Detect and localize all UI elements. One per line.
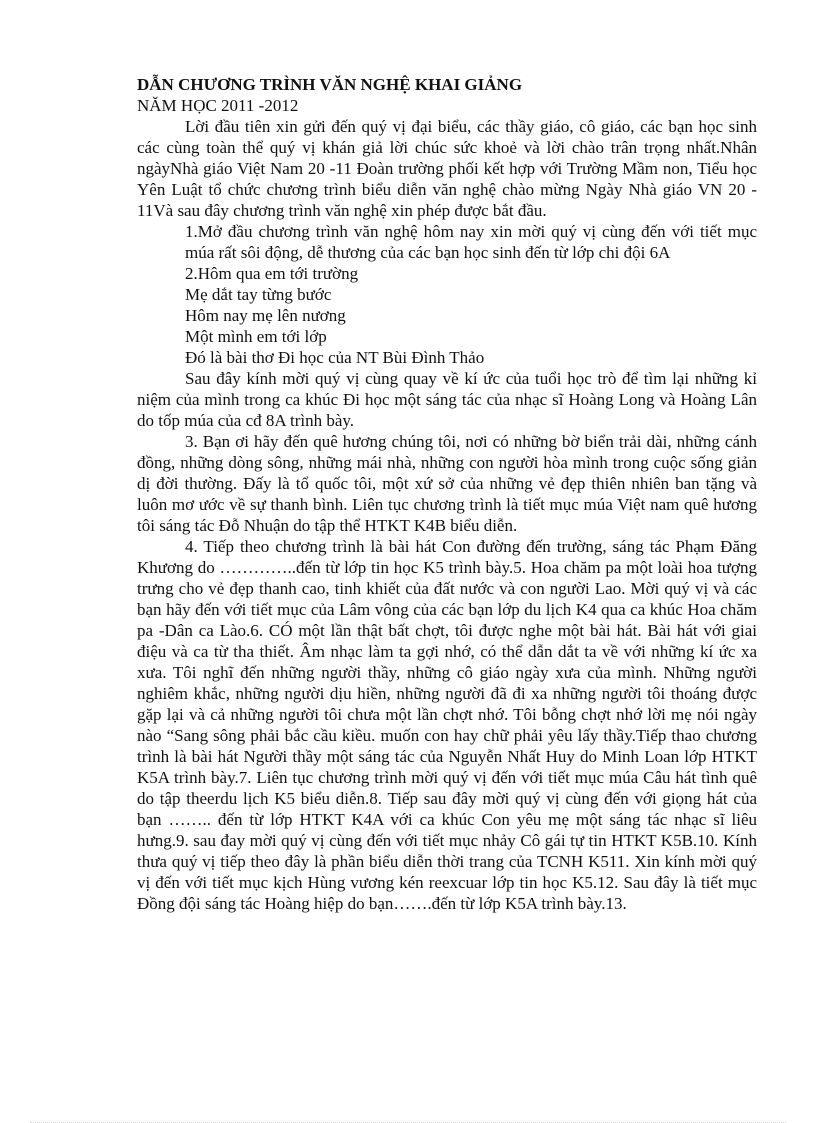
intro-paragraph: Lời đầu tiên xin gửi đến quý vị đại biểu, các thầy giáo, cô giáo, các bạn học sinh các cùng toàn thể quý vị khán giả lời chúc sức khoẻ và lời chào trân trọng nhất.Nhân ngàyNhà giáo Việt Nam 20 -11 Đoàn trường phối kết hợp với Trường Mầm non, Tiểu học Yên Luật tổ chức chương trình biểu diễn văn nghệ chào mừng Ngày Nhà giáo VN 20 - 11Và sau đây chương trình văn nghệ xin phép được bắt đầu. [137, 117, 757, 220]
poem-line: 2.Hôm qua em tới trường [185, 264, 359, 283]
document-title: DẪN CHƯƠNG TRÌNH VĂN NGHỆ KHAI GIẢNG [137, 75, 523, 94]
program-item-1: 1.Mở đầu chương trình văn nghệ hôm nay xin mời quý vị cùng đến với tiết mục múa rất sôi động, dễ thương của các bạn học sinh đến từ lớp chi đội 6A [185, 222, 757, 262]
document-body [137, 74, 757, 914]
program-paragraph-4: 4. Tiếp theo chương trình là bài hát Con đường đến trường, sáng tác Phạm Đăng Khương do …………..đến từ lớp tin học K5 trình bày.5. Hoa chăm pa một loài hoa tượng trưng cho vẻ đẹp thanh cao, tinh khiết của đất nước và con người Lao. Mời quý vị và các bạn hãy đến với tiết mục của Lâm vông của các bạn lớp du lịch K4 qua ca khúc Hoa chăm pa -Dân ca Lào.6. CÓ một lần thật bất chợt, tôi được nghe một bài hát. Bài hát với giai điệu và ca từ tha thiết. Âm nhạc làm ta gợi nhớ, có thể dẫn dắt ta về với những kí ức xa xưa. Tôi nghĩ đến những người thầy, những cô giáo ngày xưa của mình. Những người nghiêm khắc, những người dịu hiền, những người đã đi xa những người tôi thoáng được gặp lại và cả những người tôi chưa một lần chợt nhớ. Tôi bỗng chợt nhớ lời mẹ nói ngày nào “Sang sông phải bắc cầu kiều. muốn con hay chữ phải yêu lấy thầy.Tiếp thao chương trình là bài hát Người thầy một sáng tác của Nguyễn Nhất Huy do Minh Loan lớp HTKT K5A trình bày.7. Liên tục chương trình mời quý vị đến với tiết mục múa Câu hát tình quê do tập theerdu lịch K5 biểu diễn.8. Tiếp sau đây mời quý vị cùng đến với giọng hát của bạn …….. đến từ lớp HTKT K4A với ca khúc Con yêu mẹ một sáng tác nhạc sĩ liêu hưng.9. sau đay mời quý vị cùng đến với tiết mục nhảy Cô gái tự tin HTKT K5B.10. Kính thưa quý vị tiếp theo đây là phần biểu diễn thời trang của TCNH K511. Xin kính mời quý vị đến với tiết mục kịch Hùng vương kén reexcuar lớp tin học K5.12. Sau đây là tiết mục Đồng đội sáng tác Hoàng hiệp do bạn…….đến từ lớp K5A trình bày.13. [137, 537, 757, 913]
program-paragraph-2: Sau đây kính mời quý vị cùng quay về kí ức của tuổi học trò để tìm lại những kỉ niệm của mình trong ca khúc Đi học một sáng tác của nhạc sĩ Hoàng Long và Hoàng Lân do tốp múa của cđ 8A trình bày. [137, 369, 757, 430]
school-year: NĂM HỌC 2011 -2012 [137, 96, 299, 115]
poem-credit: Đó là bài thơ Đi học của NT Bùi Đình Thảo [185, 348, 485, 367]
poem-line: Một mình em tới lớp [185, 327, 327, 346]
program-paragraph-3: 3. Bạn ơi hãy đến quê hương chúng tôi, nơi có những bờ biển trải dài, những cánh đồng, những dòng sông, những mái nhà, những con người hòa mình trong cuộc sống giản dị đời thường. Đấy là tổ quốc tôi, một xứ sở của những vẻ đẹp thiên nhiên ban tặng và luôn mơ ước về sự thanh bình. Liên tục chương trình là tiết mục múa Việt nam quê hương tôi sáng tác Đỗ Nhuận do tập thể HTKT K4B biểu diễn. [137, 432, 757, 535]
poem-line: Hôm nay mẹ lên nương [185, 306, 346, 325]
poem-line: Mẹ dắt tay từng bước [185, 285, 332, 304]
